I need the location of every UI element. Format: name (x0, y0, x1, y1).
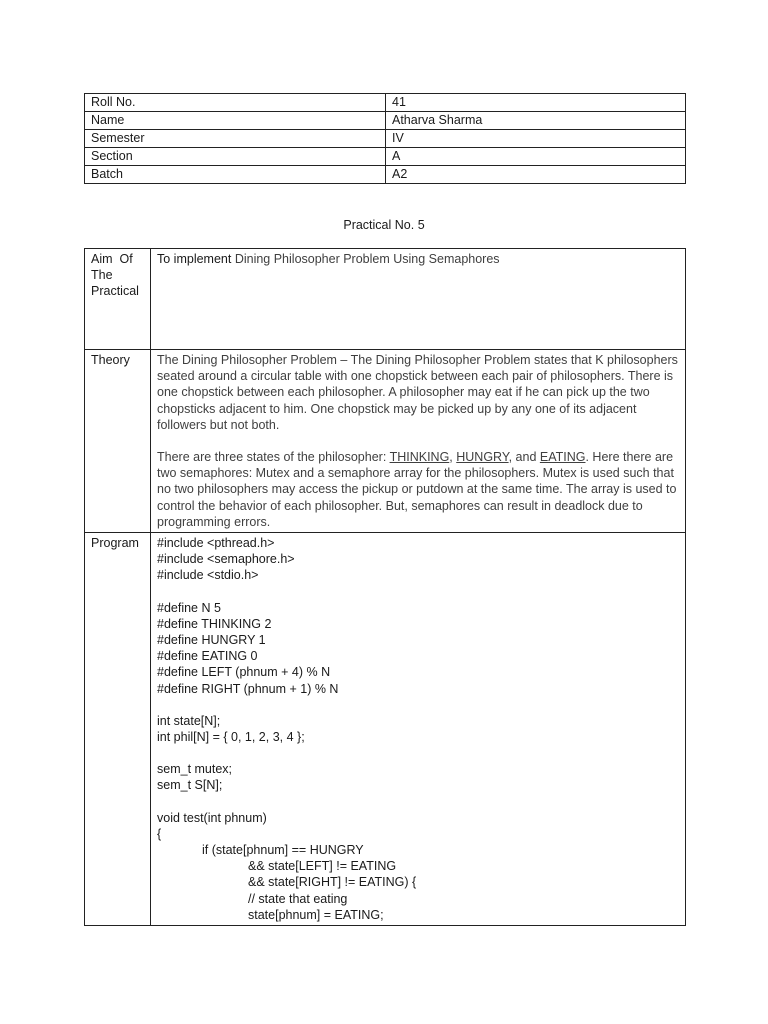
theory-content (151, 350, 686, 533)
code-line: sem_t S[N]; (157, 778, 223, 793)
theory-paragraph-2 (157, 449, 679, 530)
code-line: #define N 5 (157, 600, 221, 615)
theory-separator: , (449, 450, 457, 465)
code-line (157, 697, 679, 713)
code-line: state[phnum] = EATING; (248, 907, 384, 922)
program-row (85, 533, 686, 926)
aim-label-line: Practical (91, 284, 139, 299)
practical-title: Practical No. 5 (343, 218, 425, 232)
info-label: Batch (85, 166, 386, 184)
code-line: { (157, 826, 162, 841)
aim-prefix: To implement (157, 252, 235, 266)
code-line: #define EATING 0 (157, 649, 258, 664)
aim-label (85, 249, 151, 350)
info-label: Name (85, 112, 386, 130)
program-code (151, 533, 686, 926)
code-line (157, 584, 679, 600)
code-line (157, 745, 679, 761)
program-label: Program (85, 533, 151, 926)
info-value: Atharva Sharma (386, 112, 686, 130)
aim-row (85, 249, 686, 350)
code-line: sem_t mutex; (157, 762, 233, 777)
code-line (157, 794, 679, 810)
info-value: IV (386, 130, 686, 148)
info-value: 41 (386, 94, 686, 112)
code-line: void test(int phnum) (157, 810, 267, 825)
aim-label-line: Aim Of (91, 252, 133, 266)
info-label: Semester (85, 130, 386, 148)
info-row-section (85, 148, 686, 166)
theory-row (85, 350, 686, 533)
info-value: A2 (386, 166, 686, 184)
code-line: #define LEFT (phnum + 4) % N (157, 665, 331, 680)
theory-separator: , and (508, 450, 540, 465)
info-label: Roll No. (85, 94, 386, 112)
aim-text: Dining Philosopher Problem Using Semaphores (234, 252, 500, 266)
code-line: int phil[N] = { 0, 1, 2, 3, 4 }; (157, 730, 305, 745)
code-line: if (state[phnum] == HUNGRY (202, 843, 364, 858)
student-info-table (84, 93, 686, 184)
code-line: #define THINKING 2 (157, 616, 272, 631)
info-row-name (85, 112, 686, 130)
code-line: #include <semaphore.h> (157, 552, 295, 567)
theory-label: Theory (85, 350, 151, 533)
info-value: A (386, 148, 686, 166)
code-line: && state[RIGHT] != EATING) { (248, 875, 417, 890)
info-row-batch (85, 166, 686, 184)
code-line: // state that eating (248, 891, 348, 906)
state-hungry: HUNGRY (456, 450, 509, 465)
code-line: #define HUNGRY 1 (157, 633, 266, 648)
code-line: #include <pthread.h> (157, 536, 275, 551)
code-line: #include <stdio.h> (157, 568, 259, 583)
info-row-semester (85, 130, 686, 148)
aim-content (151, 249, 686, 350)
theory-text: . Here there are two semaphores: Mutex and a semaphore array for the philosophers. Mutex is used such that no two philosophers may access the pickup or putdown at the same time. The array is used to control the behavior of each philosopher. But, semaphores can result in deadlock due to programming errors. (157, 450, 677, 529)
state-thinking: THINKING (389, 450, 450, 465)
aim-label-line: The (91, 268, 113, 283)
practical-table (84, 248, 686, 926)
theory-text: There are three states of the philosopher: (157, 450, 390, 465)
theory-paragraph-1: The Dining Philosopher Problem – The Dining Philosopher Problem states that K philosophers seated around a circular table with one chopstick between each pair of philosophers. There is one chopstick between each philosopher. A philosopher may eat if he can pick up the two chopsticks adjacent to him. One chopstick may be picked up by any one of its adjacent followers but not both. (157, 353, 678, 432)
info-label: Section (85, 148, 386, 166)
code-line: int state[N]; (157, 713, 221, 728)
code-line: #define RIGHT (phnum + 1) % N (157, 681, 339, 696)
state-eating: EATING (539, 450, 586, 465)
info-row-roll (85, 94, 686, 112)
code-line: && state[LEFT] != EATING (248, 859, 397, 874)
